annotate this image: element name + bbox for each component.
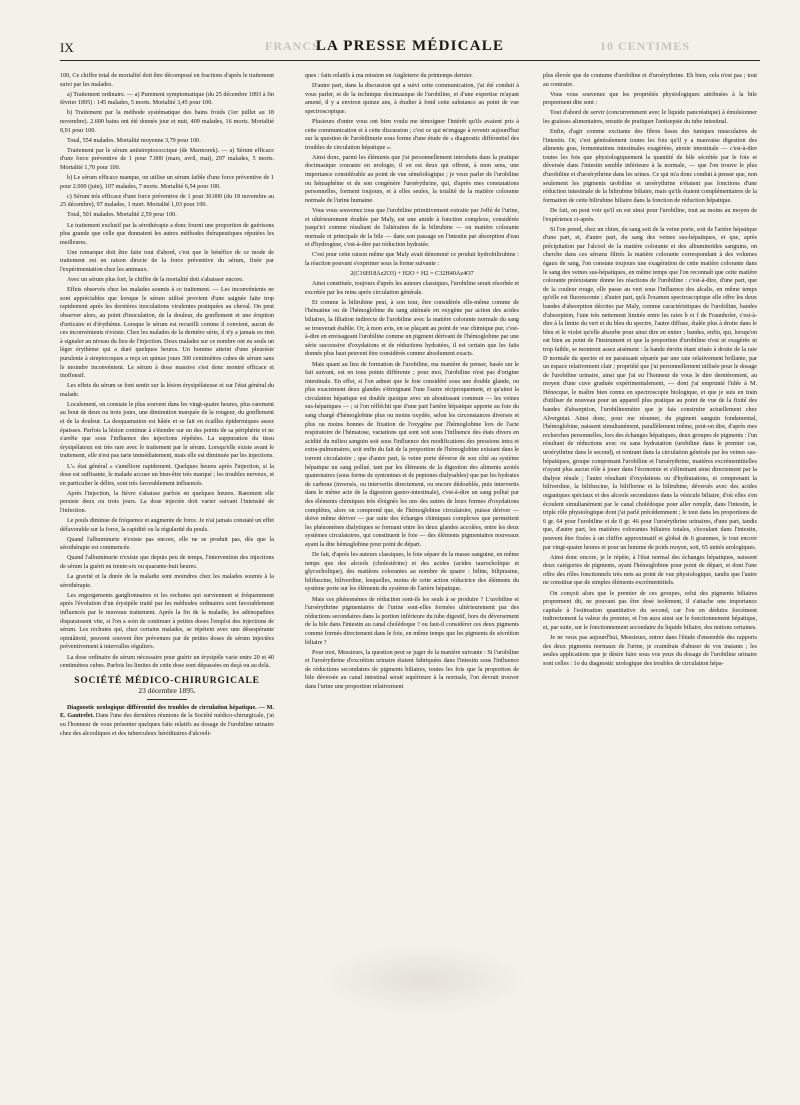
paragraph: Mais ces phénomènes de réduction sont-ils les seuls à se produire ? L'urobiline et l'uroérythrine pigmentaires de l'urine sont-elles formées ultérieurement par des réductions secondaires dans la portion inférieure du tube digestif, hors du déversement de la bile dans l'intestin au canal cholédoque ? ou faut-il considérer ces deux pigments comme formés directement dans le foie, en même temps que les pigments de sécrétion biliaire ?	[305, 596, 519, 646]
paragraph: Après l'injection, la fièvre s'abaisse parfois en quelques heures. Rarement elle persiste deux ou trois jours. La dose injectée doit varier suivant l'intensité de l'infection.	[60, 490, 274, 514]
paragraph: Une remarque doit être faite tout d'abord, c'est que le bénéfice de ce mode de traitement est en raison directe de la force préventive du sérum, fixée par l'expérimentation chez les animaux.	[60, 249, 274, 273]
column-3	[543, 72, 757, 1072]
column-1-paragraphs	[60, 72, 274, 671]
paragraph: Et comme la bilirubine peut, à son tour, être considérée elle-même comme de l'hématine ou de l'hémoglobine du sang atténuée en oxygène par action des acides biliaires, la filiation indirecte de l'urobiline avec la matière colorante normale du sang se trouverait établie. Or, à mon avis, en se plaçant au point de vue chimique pur, c'est-à-dire en envisageant l'urobiline comme un pigment dérivant de l'hémoglobine par une série successive d'oxydations et de réductions hydratées, il est certain que les faits donnés plus haut peuvent être considérés comme absolument exacts.	[305, 299, 519, 358]
paragraph: La dose ordinaire de sérum nécessaire pour guérir un érysipèle varie entre 20 et 40 centimètres cubes. Parfois les limites de cette dose sont dépassées en deçà ou au delà.	[60, 654, 274, 670]
paragraph: Le traitement exclusif par la sérothérapie a donc fourni une proportion de guérisons plus grande que celle que donnaient les autres méthodes thérapeutiques réputées les meilleures.	[60, 222, 274, 246]
paragraph: Ainsi donc encore, je le répète, à l'état normal des échanges hépatiques, naissent deux catégories de pigments, ayant l'hémoglobine pour point de départ, et dont l'une offre des rôles fonctionnels très nets au point de vue physiologique, tandis que l'autre ne constitue que de simples éléments excrémentitiels.	[543, 554, 757, 587]
paragraph: D'autre part, dans la discussion qui a suivi cette communication, j'ai été conduit à vous parler, et de la technique docimasique de l'urobiline, et d'une expertise m'ayant amené, il y a environ quinze ans, à étudier à fond cette substance au point de vue spectroscopique.	[305, 83, 519, 115]
paragraph: Les effets du sérum se font sentir sur la lésion érysipélateuse et sur l'état général du malade.	[60, 383, 274, 398]
paragraph: c) Sérum très efficace d'une force préventive de 1 pour 30.000 (du 18 novembre au 25 décembre), 97 malades, 1 mort. Mortalité 1,03 pour 100.	[60, 193, 274, 209]
paragraph: Localement, on constate le plus souvent dans les vingt-quatre heures, plus rarement au bout de deux ou trois jours, une diminution marquée de la rougeur, du gonflement et de la douleur. La desquamation est hâtée et se fait en écailles épidermiques assez épaisses. Parfois la lésion continue à s'étendre sur un des points de sa périphérie et ne s'arrête que sous l'influence des injections répétées. La suppuration du tissu érysipélateux est très rare avec le traitement par le sérum. Lorsqu'elle existe avant le traitement, elle n'est pas tarie immédiatement, mais elle est diminuée par les injections.	[60, 401, 274, 460]
paragraph: b) Traitement par la méthode systématique des bains froids (1er juillet au 18 novembre). 2.600 bains ont été donnés jour et nuit, 409 malades, 16 morts. Mortalité 8,91 pour 100.	[60, 110, 274, 134]
article-title: Diagnostic urologique différentiel des troubles de circulation hépatique. — M. E. Gautrelet.	[60, 704, 274, 720]
section-divider	[147, 699, 187, 700]
paragraph: Vous vous souvenez tous que l'urobiline primitivement extraite par Joffé de l'urine, et ultérieurement étudiée par Maly, est une amide à fonction complexe, considérée jusqu'ici comme résultant de l'altération de la bilirubine — ou matière colorante normale et principale de la bile — dans son passage en l'intestin par absorption d'eau et d'hydrogène, c'est-à-dire par réduction hydratée.	[305, 207, 519, 249]
paragraph: Tout d'abord de servir (concurremment avec le liquide pancréatique) à émulsionner les graisses alimentaires, ensuite de pratiquer l'antisepsie du tube intestinal.	[543, 110, 757, 125]
paragraph: Effets observés chez les malades soumis à ce traitement. — Les inconvénients ne sont appréciables que lorsque le sérum utilisé provient d'une saignée faite trop rapidement après les dernières inoculations virulentes pratiquées au cheval. On peut observer alors, au point d'inoculation, de la douleur, du gonflement et une éruption d'urticaire et d'érythème. Lorsque le sérum est recueilli comme il convient, aucun de ces inconvénients n'existe. Chez les malades de la dernière série, il n'y a jamais eu rien à signaler au niveau du lieu de l'injection. Deux malades sur ce nombre ont eu seuls un léger érythème qui a duré quelques heures. Un homme atteint d'une pleurésie purulente à streptocoques a reçu en quinze jours 300 centimètres cubes de sérum sans le moindre inconvénient. Le sérum à dose massive s'est donc montré efficace et inoffensif.	[60, 287, 274, 380]
paragraph: Pour moi, Messieurs, la question peut se juger de la manière suivante : Si l'urobiline et l'uroérythrine d'excrétion urinaire étaient fabriquées dans l'intestin sous l'influence de réductions secondaires de pigments biliaires, toutes les fois que la proportion de bile déversée au canal intestinal serait supérieure à la normale, l'on devrait trouver dans l'urine une proportion relativement	[305, 649, 519, 690]
paragraph: La gravité et la durée de la maladie sont moindres chez les malades soumis à la sérothérapie.	[60, 574, 274, 589]
paragraph: Mais quant au lieu de formation de l'urobiline, ma manière de penser, basée sur le fait suivant, est en tous points différente ; pour moi, l'urobiline n'est pas d'origine intestinale. En effet, si l'on admet que le foie considéré sous une double glande, ou plus exactement deux glandes s'étreignant l'une l'autre réciproquement, et qu'ainsi la circulation hépatique est double quoique avec un aboutissant commun — les veines sus-hépatiques — ; si l'on réfléchit que d'une part l'artère hépatique apporte au foie du sang chargé d'hémoglobine plus ou moins oxydée, selon les circonstances diverses et plus ou moins bonnes de fixation de l'oxygène par l'hémoglobine lors de l'acte respiratoire de l'hématose, variations qui sont soit sous l'influence des états divers en acidité du milieu sanguin soit sous l'influence des modifications des pressions intra et extra-pulmonaires, soit enfin du fait de la proportion de l'hémoglobine existant dans le torrent circulatoire ; que d'autre part, la veine porte déverse de son côté au système hépatique un sang pollué, tant par les éléments de la digestion des aliments azotés quaternaires (sous forme de syntonines et de peptones dialysables) que par les hydrates de carbone (inversés, ou intervertis directement, ou encore dédoublés, puis intervertis dans le même acte de la digestion gastro-intestinale), c'est-à-dire un sang pollué par des éléments chimiques très éloignés les uns des autres de leurs formes d'oxydations complètes, alors on comprend que, de l'hémoglobine circulatoire, puisse dériver — doive même dériver — par suite des échanges chimiques complexes que permettent les phénomènes dialytiques se formant entre les deux glandes accolées, entre les deux systèmes circulatoires, qui constituent le foie — des éléments pigmentaires nouveaux ayant la dite hémoglobine pour point de départ.	[305, 361, 519, 548]
paragraph: ques : faits relatifs à ma mission en Angleterre du printemps dernier.	[305, 73, 473, 79]
journal-title: LA PRESSE MÉDICALE	[315, 38, 505, 54]
page-number: IX	[60, 40, 74, 55]
paragraph: Quand l'albuminurie n'existe que depuis peu de temps, l'intervention des injections de sérum la guérit en trente-six ou quarante-huit heures.	[60, 555, 274, 571]
article-text: Dans l'une des dernières réunions de la Société médico-chirurgicale, j'ai eu l'honneur de vous présenter quelques faits relatifs au dosage de l'urobiline urinaire chez des alcooliques et des tuberculeux héréditaires d'alcooli-	[60, 713, 274, 737]
column-1	[60, 72, 274, 1072]
paragraph: Ainsi constituée, toujours d'après les auteurs classiques, l'urobiline serait résorbée et excrétée par les reins après circulation générale.	[305, 281, 519, 296]
paragraph: Traitement par le sérum antistreptococcique (de Marmorek). — a) Sérum efficace d'une force préventive de 1 pour 7.000 (mars, avril, mai), 297 malades, 5 morts. Mortalité 1,70 pour 100.	[60, 147, 274, 171]
paragraph: 2(C16H18Az2O3) + H2O + H2 = C32H40Az4O7	[350, 271, 474, 278]
paragraph: Le pouls diminue de fréquence et augmente de force. Je n'ai jamais constaté un effet défavorable sur la force, la rapidité ou la régularité du pouls.	[60, 518, 274, 533]
paragraph: On conçoit alors que le premier de ces groupes, celui des pigments biliaires proprement dit, ne pouvant pas être dosé isolément, il s'attache une importance capitale à l'estimation quantitative du second, car l'on en déduira forcément indirectement la valeur du premier, et l'on aura ainsi sur le fonctionnement hépatique, et, par suite, sur le fonctionnement secondaire du liquide biliaire, des notions certaines.	[543, 590, 757, 631]
paragraph: Les engorgements ganglionnaires et les rechutes qui surviennent si fréquemment après l'évolution d'un érysipèle traité par les méthodes ordinaires sont favorablement influencés par le nouveau traitement. Après la fin de la maladie, les adénopathies disparaissent vite, si l'on a soin de continuer à petites doses l'emploi des injections de sérum. Les rechutes qui, chez certains malades, se répètent avec une désespérante opiniâtreté, peuvent souvent être prévenues par de petites doses de sérum injectées préventivement à intervalles réguliers.	[60, 592, 274, 651]
paragraph: 100, Ce chiffre total de mortalité doit être décomposé en fractions d'après le traitement suivi par les malades.	[60, 73, 274, 88]
paragraph: Si l'on prend, chez un chien, du sang soit de la veine porte, soit de l'artère hépatique d'une part, et, d'autre part, du sang des veines sus-hépatiques, et que, après précipitation par l'alcool de la matière colorante et des albuminoïdes sanguins, on cherche dans ces sérums filtrés la matière colorante correspondant à des volumes égaux de sang, l'on constate toujours une exagération de cette matière colorante dans le sang des veines sus-hépatiques, en même temps que l'on reconnaît que cette matière colorante préexistante donne les réactions de l'urobiline : c'est-à-dire, d'une part, que de la couleur rouge, elle passe au vert sous l'influence des alcalis, en même temps qu'elle est fluorescente ; d'autre part, qu'à l'examen spectroscopique elle offre les deux bandes d'absorption décrites par Maly, comme caractéristiques de l'urobiline, bandes d'absorption, l'une très nettement limitée entre les raies b et f de Fraunhofer, c'est-à-dire à la limite du vert et du bleu du spectre, l'autre diffuse, étalée plus à droite dans le bleu et le violet qu'elle absorbe pour ainsi dire en entier ; bandes, enfin, qui, lorsqu'on est bien au point de l'instrument et que la proportion d'urobiline n'est ni exagérée ni trop faible, se montrent assez aisément : la bande étroite étant située à droite de la raie D normale du spectre et en paraissant séparée par une raie relativement brillante, par un espace relativement clair ; propriété que j'ai personnellement utilisée pour le dosage de l'urobiline urinaire, ainsi que j'ai eu l'honneur de vous le dire dernièrement, au moyen d'une cuve graduée expérimentalement, — dont j'ai emprunté l'idée à M. Hénocque, le maître bien connu en spectroscopie biologique, et que je suis en train d'utiliser de nouveau pour un appareil plus pratique au point de vue de la fixité des bandes d'absorption, l'urobilinomètre que je fais construire actuellement chez Alvergniat. Ainsi donc, pour me résumer, du pigment sanguin fondamental, l'hémoglobine, naissent simultanément, parallèlement même, peut-on dire, d'après mes recherches personnelles, lors des échanges hépatiques, deux groupes de pigments : l'un résultant de réductions avec ou sans hydratation (urobiline dans le premier cas, uroérythrine dans le second), et rentrant dans la circulation générale par les veines sus-hépatiques, groupe comprenant l'urobiline et l'uroérythrine, matières excrémentitielles n'ayant plus aucun rôle à jouer dans l'économie et s'éliminant ainsi directement par la dialyse rénale ; l'autre résultant d'oxydations ou d'hydratations, et comprenant la biliverdine, la bilifuscine, la biliflorine et la bilirubine, déversés avec des acides organiques spéciaux et des alcools secondaires dans la vésicule biliaire, d'où elles s'en écoulent simultanément par le canal cholédoque pour aller remplir, dans l'intestin, le triple rôle physiologique dont j'ai parlé précédemment ; le tout dans les proportions de 6 gr. 64 pour l'urobiline et de 0 gr. 46 pour l'uroérythrine urinaires, d'une part, tandis que, d'autre part, les matières colorantes biliaires totales, s'écoulant dans l'intestin, peuvent être fixées à un chiffre approximatif et global de 6 grammes, le tout encore par vingt-quatre heures et pour un homme de poids moyen, soit, 65 unités urologiques.	[543, 226, 757, 551]
paragraph: plus élevée que de coutume d'urobiline et d'uroérythrine. Eh bien, cela n'est pas ; tout au contraire.	[543, 73, 757, 88]
paragraph: Quand l'albuminurie n'existe pas encore, elle ne se produit pas, dès que la sérothérapie est commencée.	[60, 536, 274, 552]
paragraph: De fait, on peut voir qu'il en est ainsi pour l'urobiline, tout au moins au moyen de l'expérience ci-après.	[543, 207, 757, 223]
paragraph: Ainsi donc, parmi les éléments que j'ai personnellement introduits dans la pratique docimasique courante en urologie, il en est deux qui offrent, à mon sens, une importance considérable au point de vue séméiologique ; je veux parler de l'urobiline ou hémaphéine et de son congénère l'uroérythrine, qui, d'après mes constatations personnelles, forment toujours, et à elles seules, la totalité de la matière colorante normale de l'urine humaine.	[305, 154, 519, 204]
paragraph: a) Traitement ordinaire. — a) Purement symptomatique (du 25 décembre 1893 à fin février 1895) : 145 malades, 5 morts. Mortalité 3,45 pour 100.	[60, 91, 274, 107]
column-2-paragraphs	[305, 72, 519, 692]
article-intro	[60, 704, 274, 738]
paragraph: Total, 554 malades. Mortalité moyenne 3,79 pour 100.	[67, 137, 201, 144]
show-through-stamp-left: FRANCS	[265, 39, 320, 53]
page-header	[60, 38, 760, 61]
paragraph: C'est pour cette raison même que Maly avait dénommé ce produit hydrobilirubine : la réaction pouvant s'exprimer sous la forme suivante :	[305, 252, 519, 267]
paragraph: Plusieurs d'entre vous ont bien voulu me témoigner l'intérêt qu'ils avaient pris à cette communication et à cette discussion ; c'est ce qui m'engage à revenir aujourd'hui sur la question de l'urobilinurie sous forme d'une étude de « diagnostic différentiel des troubles de circulation hépatique ».	[305, 118, 519, 151]
column-2	[305, 72, 519, 1072]
show-through-stamp-right: 10 CENTIMES	[600, 39, 691, 53]
section-date: 23 décembre 1895.	[138, 686, 196, 696]
column-3-paragraphs	[543, 72, 757, 668]
paragraph: De fait, d'après les auteurs classiques, le foie sépare de la masse sanguine, en même temps que des alcools (cholestérine) et des acides (acides taurocholique et glycocholique), des matières colorantes au nombre de quatre : biline, biliprasine, bilifuscine, biliverdine, lesquelles, moins de cette action réductrice des éléments du système porte sur les éléments du système de l'artère hépatique.	[305, 552, 519, 593]
paragraph: L'« état général » s'améliore rapidement. Quelques heures après l'injection, si la dose est suffisante, le malade accuse un bien-être très marqué ; les troubles nerveux, et en particulier le délire, sont très favorablement influencés.	[60, 463, 274, 487]
paragraph: Enfin, d'agir comme excitante des fibres lisses des tuniques musculaires de l'intestin. Or, c'est généralement toutes les fois qu'il y a mauvaise digestion des aliments gras, fermentations intestinales exagérées, atonie intestinale — c'est-à-dire toutes les fois que physiologiquement la quantité de bile sécrétée par le foie et déversée dans l'intestin semble inférieure à la normale, — que l'on trouve le plus d'urobiline et d'uroérythrine dans les urines. Ce qui m'a donc conduit à penser que, non seulement les pigments urobiline et uroérythrine n'étaient pas fonctions d'une réduction intestinale de la bilirubine biliaire, mais qu'ils étaient complémentaires de la formation de cette bilirubine biliaire dans la fonction de réduction hépatique.	[543, 129, 757, 204]
paragraph: Je ne veux pas aujourd'hui, Messieurs, entrer dans l'étude d'ensemble des rapports des deux pigments normaux de l'urine, je craindrais d'abuser de vos instants ; les seules applications que je désire faire sous vos yeux du dosage de l'urobiline urinaire sont celles : 1o du diagnostic urologique des troubles de circulation hépa-	[543, 635, 757, 667]
section-title: SOCIÉTÉ MÉDICO-CHIRURGICALE	[74, 675, 260, 686]
paragraph: Vous vous souvenez que les propriétés physiologiques attribuées à la bile proprement dite sont :	[543, 91, 757, 107]
paragraph: Avec un sérum plus fort, le chiffre de la mortalité doit s'abaisser encore.	[67, 277, 244, 284]
paragraph: b) Le sérum efficace manque, on utilise un sérum faible d'une force préventive de 1 pour 2.000 (juin), 107 malades, 7 morts. Mortalité 6,54 pour 100.	[60, 175, 274, 190]
paragraph: Total, 501 malades. Mortalité 2,59 pour 100.	[67, 212, 177, 219]
